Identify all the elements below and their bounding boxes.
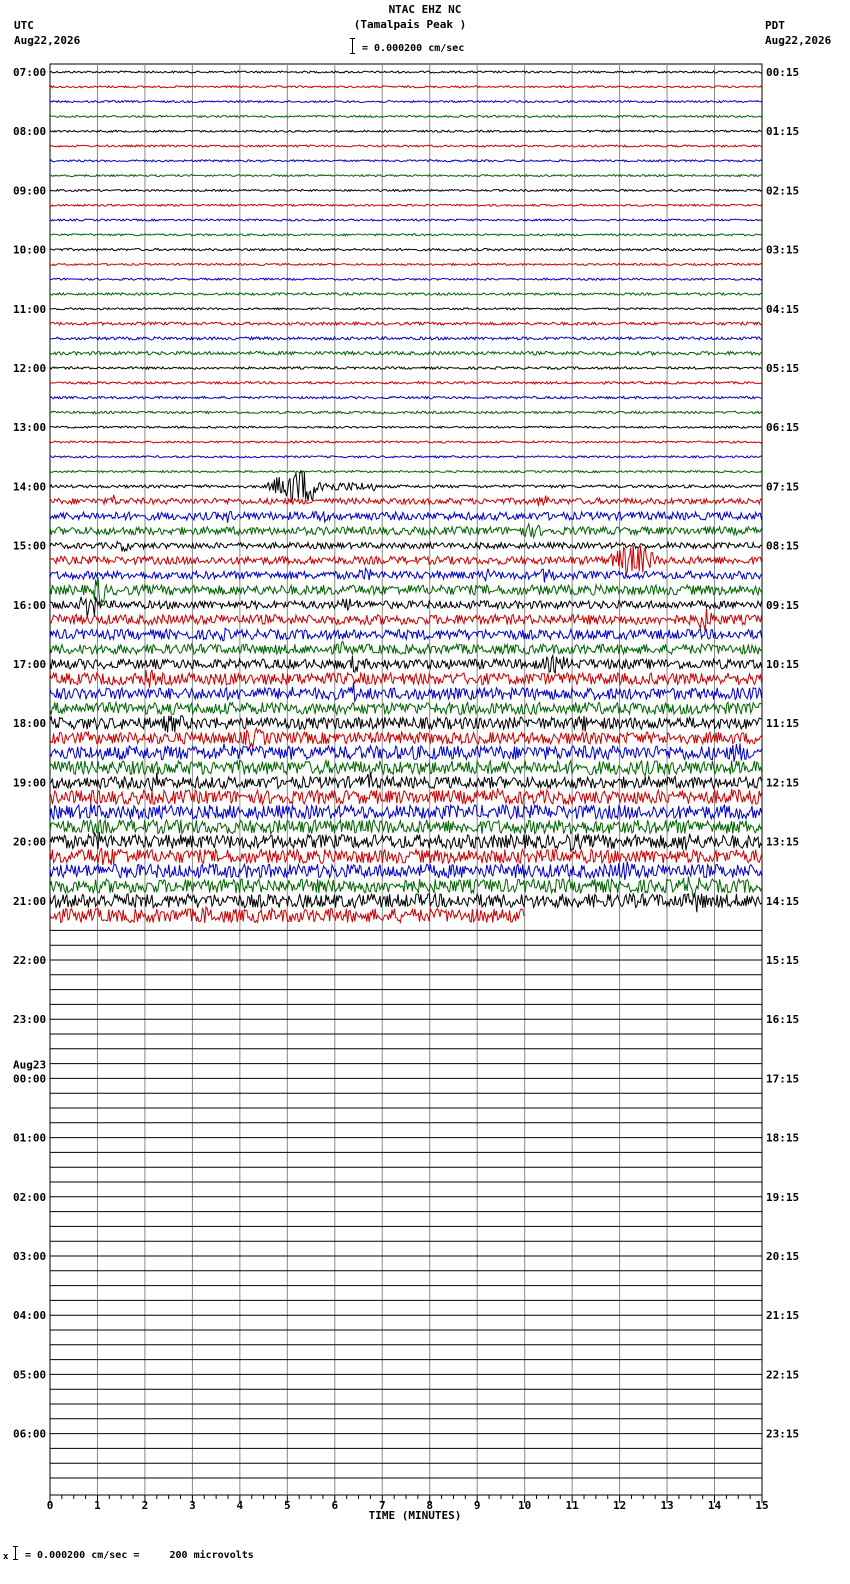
right-hour-label: 08:15 — [766, 539, 800, 553]
left-date: Aug22,2026 — [14, 34, 81, 47]
seismic-trace — [50, 234, 762, 236]
right-hour-label: 15:15 — [766, 954, 800, 967]
right-hour-label: 04:15 — [766, 302, 800, 316]
x-tick-label: 3 — [189, 1499, 196, 1512]
seismic-trace — [50, 396, 762, 398]
left-hour-label: 02:00 — [13, 1190, 47, 1204]
right-hour-label: 03:15 — [766, 243, 800, 257]
right-hour-label: 01:15 — [766, 125, 800, 139]
x-tick-label: 6 — [331, 1499, 339, 1512]
right-hour-label: 18:15 — [766, 1131, 800, 1145]
x-tick-label: 8 — [426, 1499, 434, 1512]
seismic-trace — [50, 86, 762, 88]
seismic-trace — [50, 849, 762, 866]
right-hour-label: 21:15 — [766, 1309, 800, 1323]
seismic-trace — [50, 682, 762, 701]
x-tick-label: 7 — [378, 1499, 386, 1512]
seismic-trace — [50, 670, 762, 688]
seismic-trace — [50, 628, 762, 641]
left-timezone: UTC — [14, 19, 34, 32]
left-hour-label: 19:00 — [13, 776, 47, 790]
seismic-trace — [50, 820, 762, 834]
seismic-trace — [50, 145, 762, 147]
right-hour-label: 20:15 — [766, 1250, 800, 1263]
seismic-trace — [50, 115, 762, 117]
left-hour-label: 15:00 — [13, 539, 47, 553]
axis-labels — [13, 66, 799, 1512]
seismic-trace — [50, 160, 762, 162]
seismic-trace — [50, 716, 762, 733]
left-hour-label: 23:00 — [13, 1013, 47, 1027]
left-hour-label: 11:00 — [13, 302, 47, 316]
seismic-trace — [50, 877, 762, 898]
seismic-trace — [50, 702, 762, 714]
seismic-trace — [50, 130, 762, 132]
left-hour-label: 04:00 — [13, 1309, 47, 1323]
seismic-trace — [50, 441, 762, 443]
seismic-trace — [50, 337, 762, 340]
x-tick-label: 11 — [565, 1499, 579, 1512]
station-location: (Tamalpais Peak ) — [353, 18, 467, 31]
left-hour-label: 18:00 — [13, 717, 47, 731]
seismic-trace — [50, 278, 762, 280]
seismic-trace — [50, 293, 762, 295]
date-change-label: Aug23 — [13, 1058, 47, 1072]
seismic-trace — [50, 832, 762, 851]
x-tick-label: 10 — [518, 1499, 532, 1512]
right-hour-label: 07:15 — [766, 480, 800, 494]
seismic-trace — [50, 511, 762, 522]
x-axis-title: TIME (MINUTES) — [368, 1509, 462, 1522]
seismic-trace — [50, 609, 762, 632]
left-hour-label: 14:00 — [13, 480, 47, 494]
trace-group — [50, 71, 762, 1478]
left-hour-label: 22:00 — [13, 954, 47, 967]
left-hour-label: 16:00 — [13, 598, 47, 612]
left-hour-label: 05:00 — [13, 1368, 47, 1382]
x-tick-label: 15 — [755, 1499, 769, 1512]
left-hour-label: 03:00 — [13, 1250, 47, 1263]
seismic-trace — [50, 71, 762, 73]
seismic-trace — [50, 804, 762, 820]
seismic-trace — [50, 641, 762, 654]
seismic-trace — [50, 471, 762, 502]
seismic-trace — [50, 568, 762, 582]
right-hour-label: 13:15 — [766, 835, 800, 849]
right-hour-label: 11:15 — [766, 717, 800, 731]
seismic-trace — [50, 248, 762, 250]
left-hour-label: 07:00 — [13, 66, 47, 79]
seismic-trace — [50, 189, 762, 191]
seismic-trace — [50, 456, 762, 458]
right-hour-label: 22:15 — [766, 1368, 800, 1382]
seismic-trace — [50, 743, 762, 761]
right-date: Aug22,2026 — [765, 34, 832, 47]
footer-scale-bar-icon — [15, 1546, 16, 1560]
x-tick-label: 2 — [141, 1499, 149, 1512]
x-tick-label: 12 — [612, 1499, 627, 1512]
x-tick-label: 4 — [236, 1499, 244, 1512]
seismic-trace — [50, 204, 762, 206]
left-hour-label: 20:00 — [13, 835, 47, 849]
seismic-trace — [50, 351, 762, 355]
right-timezone: PDT — [765, 19, 785, 32]
left-hour-label: 09:00 — [13, 184, 47, 198]
right-hour-label: 17:15 — [766, 1072, 800, 1086]
seismic-trace — [50, 862, 762, 880]
seismic-trace — [50, 546, 762, 573]
seismic-trace — [50, 471, 762, 473]
right-hour-label: 02:15 — [766, 184, 800, 198]
right-hour-label: 09:15 — [766, 598, 800, 612]
seismic-trace — [50, 175, 762, 177]
seismic-trace — [50, 411, 762, 413]
seismic-trace — [50, 308, 762, 310]
x-tick-label: 9 — [473, 1499, 481, 1512]
right-hour-label: 23:15 — [766, 1427, 800, 1441]
left-hour-label: 12:00 — [13, 362, 47, 375]
seismic-trace — [50, 788, 762, 804]
left-hour-label: 00:00 — [13, 1072, 47, 1086]
left-hour-label: 10:00 — [13, 243, 47, 257]
seismic-trace — [50, 263, 762, 265]
x-tick-label: 14 — [707, 1499, 722, 1512]
right-hour-label: 00:15 — [766, 66, 800, 79]
right-hour-label: 14:15 — [766, 894, 800, 908]
left-hour-label: 17:00 — [13, 658, 47, 671]
seismic-trace — [50, 219, 762, 221]
right-hour-label: 12:15 — [766, 776, 800, 790]
footer-scale-label: = 0.000200 cm/sec = 200 microvolts — [25, 1550, 254, 1561]
x-tick-label: 1 — [94, 1499, 101, 1512]
seismic-trace — [50, 101, 762, 103]
station-title: NTAC EHZ NC — [388, 3, 462, 16]
seismic-trace — [50, 728, 762, 747]
right-hour-label: 05:15 — [766, 362, 800, 375]
seismic-trace — [50, 656, 762, 673]
right-hour-label: 10:15 — [766, 658, 800, 671]
seismic-trace — [50, 367, 762, 369]
left-hour-label: 13:00 — [13, 421, 47, 435]
left-hour-label: 21:00 — [13, 894, 47, 908]
x-tick-label: 0 — [46, 1499, 54, 1512]
seismic-trace — [50, 524, 762, 538]
seismic-trace — [50, 597, 762, 618]
right-hour-label: 16:15 — [766, 1013, 800, 1027]
seismic-trace — [50, 773, 762, 792]
seismic-trace — [50, 495, 762, 506]
seismic-trace — [50, 426, 762, 428]
seismic-trace — [50, 577, 762, 608]
scale-label: = 0.000200 cm/sec — [362, 43, 465, 54]
right-hour-label: 06:15 — [766, 421, 800, 435]
x-tick-label: 5 — [284, 1499, 291, 1512]
seismic-trace — [50, 382, 762, 384]
left-hour-label: 01:00 — [13, 1131, 47, 1145]
seismic-trace — [50, 542, 762, 552]
seismic-trace — [50, 322, 762, 325]
footer-mark: x — [3, 1552, 9, 1562]
right-hour-label: 19:15 — [766, 1190, 800, 1204]
left-hour-label: 06:00 — [13, 1427, 47, 1441]
left-hour-label: 08:00 — [13, 125, 47, 139]
x-tick-label: 13 — [660, 1499, 674, 1512]
